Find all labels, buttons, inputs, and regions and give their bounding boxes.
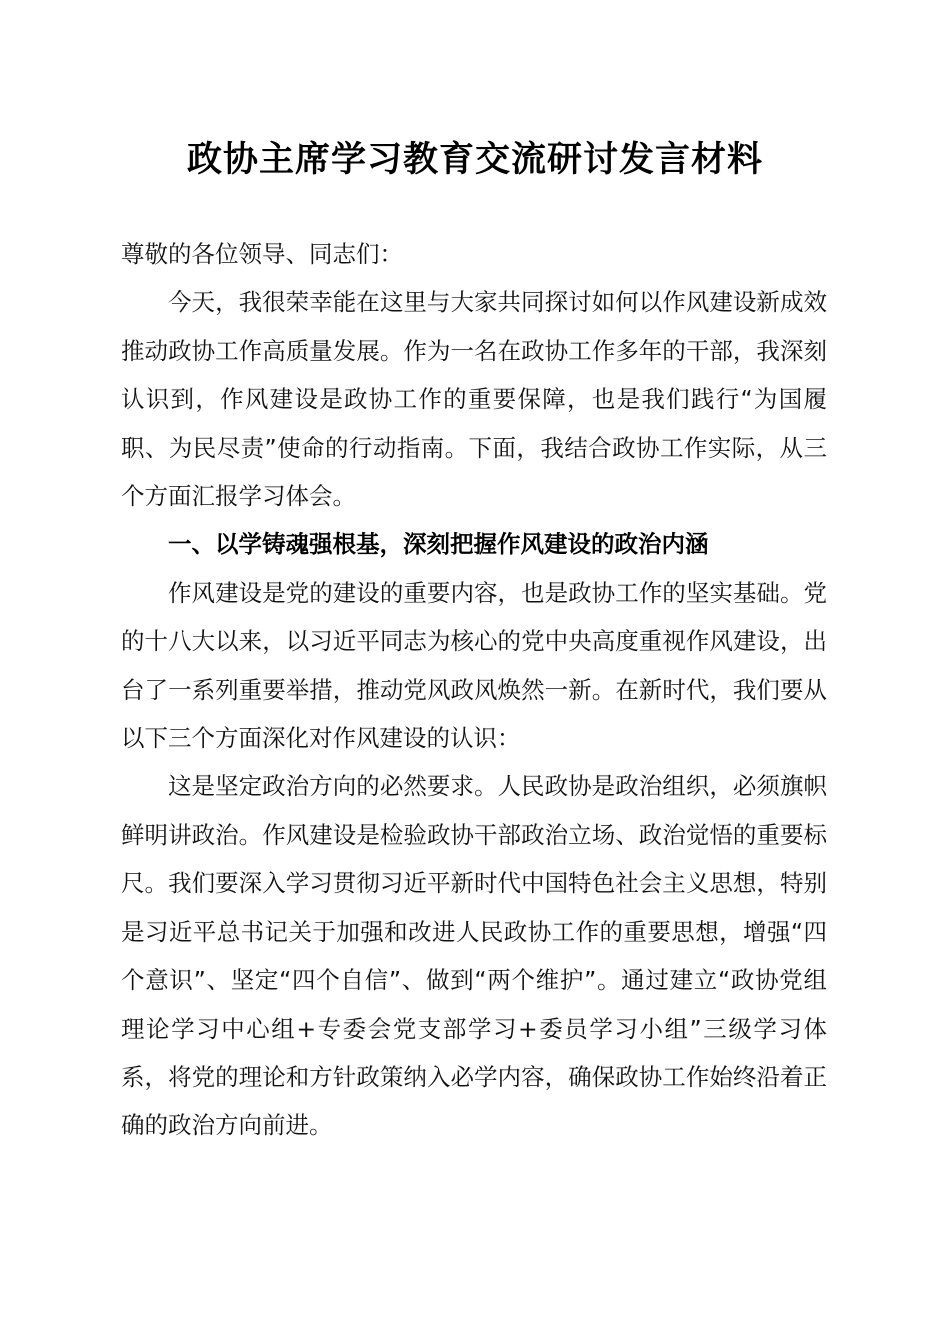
document-body bbox=[121, 230, 827, 1150]
intro-paragraph: 今天，我很荣幸能在这里与大家共同探讨如何以作风建设新成效推动政协工作高质量发展。作为一名在政协工作多年的干部，我深刻认识到，作风建设是政协工作的重要保障，也是我们践行“为国履职、为民尽责”使命的行动指南。下面，我结合政协工作实际，从三个方面汇报学习体会。 bbox=[121, 288, 827, 511]
section-paragraph-2: 这是坚定政治方向的必然要求。人民政协是政治组织，必须旗帜鲜明讲政治。作风建设是检验政协干部政治立场、政治觉悟的重要标尺。我们要深入学习贯彻习近平新时代中国特色社会主义思想，特别是习近平总书记关于加强和改进人民政协工作的重要思想，增强“四个意识”、坚定“四个自信”、做到“两个维护”。通过建立“政协党组理论学习中心组+专委会党支部学习+委员学习小组”三级学习体系，将党的理论和方针政策纳入必学内容，确保政协工作始终沿着正确的政治方向前进。 bbox=[121, 772, 827, 1140]
section-heading: 一、以学铸魂强根基，深刻把握作风建设的政治内涵 bbox=[168, 530, 709, 559]
document-title: 政协主席学习教育交流研讨发言材料 bbox=[186, 139, 763, 180]
salutation: 尊敬的各位领导、同志们： bbox=[121, 240, 403, 268]
section-paragraph-1: 作风建设是党的建设的重要内容，也是政协工作的坚实基础。党的十八大以来，以习近平同志为核心的党中央高度重视作风建设，出台了一系列重要举措，推动党风政风焕然一新。在新时代，我们要从以下三个方面深化对作风建设的认识： bbox=[121, 578, 827, 753]
